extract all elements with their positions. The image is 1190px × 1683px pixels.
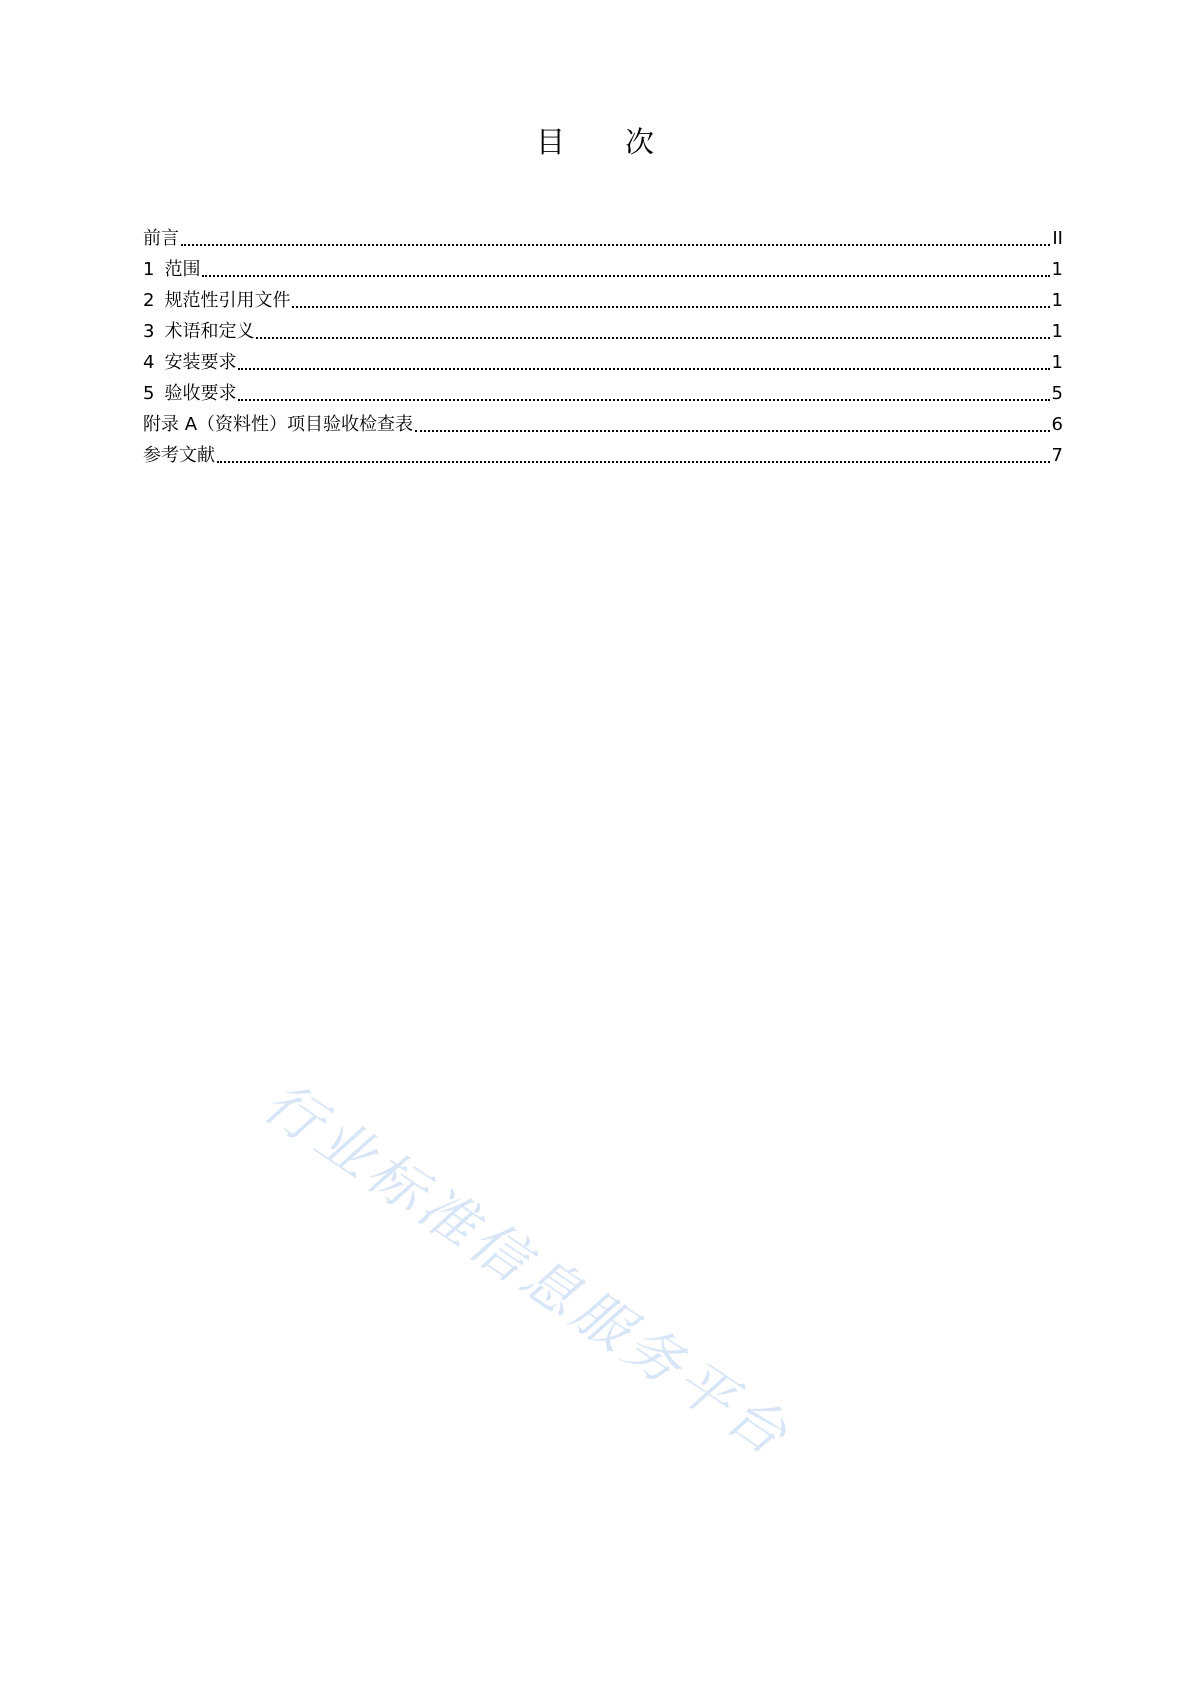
toc-entry-number: 3 [143, 321, 155, 342]
toc-entry-page: II [1052, 228, 1063, 249]
page-title-char-1: 目 [535, 125, 565, 159]
toc-entry-appendix-a[interactable] [143, 409, 1063, 440]
toc-entry-number: 1 [143, 259, 155, 280]
toc-entry-acceptance-requirements[interactable] [143, 378, 1063, 409]
toc-entry-label: 附录 A（资料性）项目验收检查表 [143, 414, 414, 435]
toc-dot-leader [181, 242, 1050, 246]
toc-entry-bibliography[interactable] [143, 440, 1063, 471]
toc-dot-leader [292, 304, 1049, 308]
toc-dot-leader [202, 273, 1049, 277]
toc-entry-normative-references[interactable] [143, 285, 1063, 316]
toc-entry-label: 前言 [143, 228, 179, 249]
watermark: 行业标准信息服务平台 [251, 1069, 803, 1471]
toc-entry-page: 7 [1051, 445, 1063, 466]
toc-entry-terms-definitions[interactable] [143, 316, 1063, 347]
toc-entry-installation-requirements[interactable] [143, 347, 1063, 378]
toc-entry-page: 1 [1051, 352, 1063, 373]
toc-entry-label: 术语和定义 [164, 321, 255, 342]
toc-entry-page: 5 [1051, 383, 1063, 404]
toc-entry-number: 5 [143, 383, 155, 404]
toc-entry-label: 规范性引用文件 [164, 290, 291, 311]
toc-dot-leader [256, 335, 1049, 339]
toc-entry-label: 参考文献 [143, 445, 215, 466]
toc-entry-label: 验收要求 [164, 383, 237, 404]
toc-dot-leader [217, 459, 1050, 463]
toc-dot-leader [238, 366, 1049, 370]
toc-entry-number: 2 [143, 290, 155, 311]
toc-entry-page: 6 [1051, 414, 1063, 435]
toc-entry-label: 范围 [164, 259, 201, 280]
toc-entry-foreword[interactable] [143, 223, 1063, 254]
toc-entry-number: 4 [143, 352, 155, 373]
toc-entry-scope[interactable] [143, 254, 1063, 285]
table-of-contents [143, 223, 1063, 471]
toc-entry-page: 1 [1051, 290, 1063, 311]
toc-entry-page: 1 [1051, 259, 1063, 280]
toc-dot-leader [238, 397, 1049, 401]
toc-dot-leader [415, 428, 1050, 432]
toc-entry-page: 1 [1051, 321, 1063, 342]
page-title [0, 124, 1190, 160]
toc-entry-label: 安装要求 [164, 352, 237, 373]
page-title-char-2: 次 [625, 125, 655, 159]
